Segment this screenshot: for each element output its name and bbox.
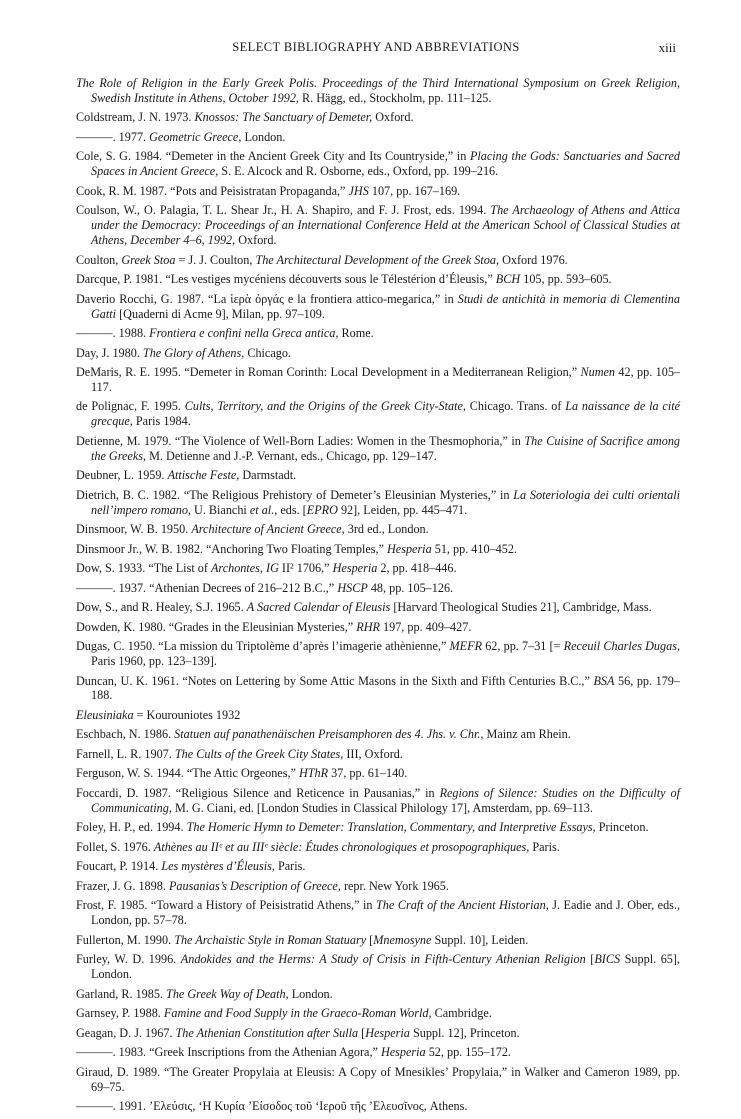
bibliography-entry xyxy=(76,600,680,615)
bibliography-entry xyxy=(76,203,680,248)
entry-text: Rome. xyxy=(338,326,374,341)
entry-title-text: Famine and Food Supply in the Graeco-Roman World, xyxy=(163,1006,432,1021)
entry-text: Darmstadt. xyxy=(239,468,297,483)
bibliography-entry xyxy=(76,859,680,874)
entry-text: Dietrich, B. C. 1982. “The Religious Prehistory of Demeter’s Eleusinian Mysteries,” in xyxy=(76,487,514,502)
bibliography-entry xyxy=(76,522,680,537)
entry-title-text: The Architectural Development of the Greek Stoa, xyxy=(255,252,500,267)
bibliography-entry xyxy=(76,708,680,723)
bibliography-entry xyxy=(76,1099,680,1114)
entry-title-text: Archontes, IG xyxy=(210,561,279,576)
entry-text: M. Detienne and J.-P. Vernant, eds., Chicago, pp. 129–147. xyxy=(146,448,437,463)
entry-text: [Quaderni di Acme 9], Milan, pp. 97–109. xyxy=(116,306,325,321)
entry-title-text: The Homeric Hymn to Demeter: Translation, Commentary, and Interpretive Essays, xyxy=(186,820,596,835)
entry-text: M. G. Ciani, ed. [London Studies in Classical Philology 17], Amsterdam, pp. 69–113. xyxy=(171,800,593,815)
entry-text: Dugas, C. 1950. “La mission du Triptolème d’après l’imagerie athènienne,” xyxy=(76,639,450,654)
entry-text: Fullerton, M. 1990. xyxy=(76,932,175,947)
bibliography-entry xyxy=(76,933,680,948)
entry-text: [ xyxy=(585,952,595,967)
entry-title-text: Numen xyxy=(580,365,616,380)
bibliography-entry xyxy=(76,747,680,762)
entry-text: Follet, S. 1976. xyxy=(76,839,154,854)
entry-text: Foccardi, D. 1987. “Religious Silence and Reticence in Pausanias,” in xyxy=(76,785,440,800)
bibliography-entry xyxy=(76,898,680,928)
entry-title-text: Knossos: The Sanctuary of Demeter, xyxy=(194,110,373,125)
entry-text: 37, pp. 61–140. xyxy=(328,766,408,781)
entry-text: = J. J. Coulton, xyxy=(175,252,256,267)
entry-text: de Polignac, F. 1995. xyxy=(76,399,185,414)
bibliography-entry xyxy=(76,952,680,982)
entry-title-text: Hesperia xyxy=(332,561,378,576)
entry-title-text: Studi de antichità in memoria di Clementina Gatti xyxy=(91,291,680,321)
entry-text: J. Eadie and J. Ober, eds., London, pp. 57–78. xyxy=(91,898,680,928)
bibliography-entry xyxy=(76,130,680,145)
entry-text: Princeton. xyxy=(595,820,649,835)
entry-title-text: Hesperia xyxy=(365,1025,410,1040)
bibliography-entry xyxy=(76,184,680,199)
entry-text: R. Hägg, ed., Stockholm, pp. 111–125. xyxy=(298,90,492,105)
entry-title-text: Architecture of Ancient Greece, xyxy=(191,522,345,537)
bibliography-entry xyxy=(76,110,680,125)
entry-title-text: The Glory of Athens, xyxy=(142,345,245,360)
entry-title-text: BSA xyxy=(593,673,615,688)
entry-text: Mainz am Rhein. xyxy=(483,727,571,742)
entry-text: Chicago. Trans. of xyxy=(465,399,566,414)
entry-text: Coulson, W., O. Palagia, T. L. Shear Jr., H. A. Shapiro, and F. J. Frost, eds. 1994. xyxy=(76,203,491,218)
entry-text: Furley, W. D. 1996. xyxy=(76,952,181,967)
entry-text: Cook, R. M. 1987. “Pots and Peisistratan Propaganda,” xyxy=(76,183,349,198)
entry-text: ———. 1991. ’Ελεύσις, ‘Η Κυρία ’Είσοδος τοῦ ‘Ιεροῦ τῆς ’Ελευσῖνος, Athens. xyxy=(76,1099,468,1114)
entry-text: ———. 1983. “Greek Inscriptions from the Athenian Agora,” xyxy=(76,1045,381,1060)
entry-text: Garland, R. 1985. xyxy=(76,986,167,1001)
entry-text: Daverio Rocchi, G. 1987. “La ἱερὰ ὀργάς e la frontiera attico-megarica,” in xyxy=(76,291,458,306)
entry-text: 107, pp. 167–169. xyxy=(368,183,461,198)
entry-text: Deubner, L. 1959. xyxy=(76,468,168,483)
entry-title-text: JHS xyxy=(348,183,369,198)
entry-text: Oxford. xyxy=(235,233,277,248)
entry-text: London. xyxy=(288,986,333,1001)
bibliography-entry xyxy=(76,346,680,361)
entry-title-text: et al., xyxy=(249,502,278,517)
entry-text: Darcque, P. 1981. “Les vestiges mycéniens découverts sous le Télestérion d’Éleusis,” xyxy=(76,272,496,287)
entry-text: Farnell, L. R. 1907. xyxy=(76,746,175,761)
entry-text: Foucart, P. 1914. xyxy=(76,859,162,874)
bibliography-entry xyxy=(76,365,680,395)
bibliography-entry xyxy=(76,1006,680,1021)
entry-text: Frazer, J. G. 1898. xyxy=(76,878,169,893)
entry-title-text: Hesperia xyxy=(380,1045,426,1060)
entry-title-text: EPRO xyxy=(306,502,338,517)
entry-text: Dinsmoor Jr., W. B. 1982. “Anchoring Two Floating Temples,” xyxy=(76,541,387,556)
entry-text: Detienne, M. 1979. “The Violence of Well-Born Ladies: Women in the Thesmophoria,” in xyxy=(76,433,525,448)
entry-text: S. E. Alcock and R. Osborne, eds., Oxford, pp. 199–216. xyxy=(218,164,499,179)
entry-text: Cole, S. G. 1984. “Demeter in the Ancient Greek City and Its Countryside,” in xyxy=(76,149,470,164)
entry-title-text: Cults, Territory, and the Origins of the Greek City-State, xyxy=(184,399,466,414)
entry-text: [ xyxy=(366,932,374,947)
entry-text: 51, pp. 410–452. xyxy=(431,541,517,556)
entry-text: Coldstream, J. N. 1973. xyxy=(76,110,195,125)
bibliography-entry xyxy=(76,879,680,894)
entry-text: repr. New York 1965. xyxy=(340,878,449,893)
bibliography-entry xyxy=(76,488,680,518)
entry-text: = Kourouniotes 1932 xyxy=(133,707,241,722)
entry-title-text: Athènes au IIᵉ et au IIIᵉ siècle: Études chronologiques et prosopographiques, xyxy=(153,839,530,854)
entry-title-text: MEFR xyxy=(449,639,483,654)
bibliography-entry xyxy=(76,1065,680,1095)
entry-text: Paris 1960, pp. 123–139]. xyxy=(91,654,217,669)
entry-text: Dow, S., and R. Healey, S.J. 1965. xyxy=(76,600,247,615)
bibliography-entry xyxy=(76,766,680,781)
entry-text: ———. 1977. xyxy=(76,129,150,144)
bibliography-entry xyxy=(76,76,680,106)
entry-text: III, Oxford. xyxy=(343,746,403,761)
entry-title-text: Regions of Silence: Studies on the Difficulty of Communicating, xyxy=(91,785,681,815)
entry-text: ———. 1937. “Athenian Decrees of 216–212 B.C.,” xyxy=(76,580,338,595)
entry-text: 42, pp. 105–117. xyxy=(91,365,681,394)
entry-title-text: The Craft of the Ancient Historian, xyxy=(376,898,549,913)
entry-text: Duncan, U. K. 1961. “Notes on Lettering by Some Attic Masons in the Sixth and Fifth Centuries B.C.,” xyxy=(76,673,594,688)
entry-title-text: Receuil Charles Dugas, xyxy=(563,639,680,654)
entry-title-text: Mnemosyne xyxy=(373,932,432,947)
entry-title-text: Pausanias’s Description of Greece, xyxy=(168,878,341,893)
entry-title-text: BCH xyxy=(495,272,521,287)
page-header xyxy=(76,40,676,56)
entry-text: Paris 1984. xyxy=(132,414,191,429)
entry-title-text: The Archaistic Style in Roman Statuary xyxy=(174,932,367,947)
page-number: xiii xyxy=(658,40,676,55)
entry-text: U. Bianchi xyxy=(190,502,250,517)
entry-text: DeMaris, R. E. 1995. “Demeter in Roman Corinth: Local Development in a Mediterranean Religion,” xyxy=(76,365,581,380)
entry-title-text: Hesperia xyxy=(386,541,432,556)
entry-title-text: Placing the Gods: Sanctuaries and Sacred Spaces in Ancient Greece, xyxy=(91,149,680,179)
entry-text: ———. 1988. xyxy=(76,326,150,341)
entry-title-text: Statuen auf panathenäischen Preisamphoren des 4. Jhs. v. Chr., xyxy=(174,727,484,742)
bibliography-entry xyxy=(76,727,680,742)
entry-title-text: La naissance de la cité grecque, xyxy=(91,399,680,429)
entry-title-text: Attische Feste, xyxy=(167,468,240,483)
entry-title-text: The Cults of the Greek City States, xyxy=(174,746,344,761)
bibliography-entry xyxy=(76,468,680,483)
entry-text: Giraud, D. 1989. “The Greater Propylaia at Eleusis: A Copy of Mnesikles’ Propylaia,” in Walker and Cameron 1989, pp. 69–75. xyxy=(76,1064,680,1094)
bibliography-entry xyxy=(76,639,680,669)
entry-text: 92], Leiden, pp. 445–471. xyxy=(337,502,468,517)
running-head: SELECT BIBLIOGRAPHY AND ABBREVIATIONS xyxy=(232,40,520,54)
entry-text: II² 1706,” xyxy=(278,561,333,576)
bibliography-entry xyxy=(76,292,680,322)
bibliography-entry xyxy=(76,542,680,557)
entry-text: Foley, H. P., ed. 1994. xyxy=(76,820,187,835)
entry-text: Geagan, D. J. 1967. xyxy=(76,1025,176,1040)
entry-text: Suppl. 12], Princeton. xyxy=(409,1025,520,1040)
entry-title-text: BICS xyxy=(594,952,621,967)
entry-text: Dow, S. 1933. “The List of xyxy=(76,561,211,576)
entry-text: London. xyxy=(241,129,286,144)
entry-text: Chicago. xyxy=(244,345,291,360)
entry-text: 62, pp. 7–31 [= xyxy=(482,639,564,654)
bibliography-entry xyxy=(76,434,680,464)
bibliography-entry xyxy=(76,149,680,179)
entry-title-text: The Greek Way of Death, xyxy=(166,986,289,1001)
entry-text: Oxford 1976. xyxy=(499,252,568,267)
bibliography-entry xyxy=(76,253,680,268)
entry-text: 56, pp. 179–188. xyxy=(91,673,680,703)
entry-title-text: HThR xyxy=(298,766,329,781)
bibliography-entry xyxy=(76,674,680,704)
bibliography-entry xyxy=(76,399,680,429)
entry-text: [Harvard Theological Studies 21], Cambridge, Mass. xyxy=(390,600,652,615)
bibliography-entry xyxy=(76,561,680,576)
entry-text: Oxford. xyxy=(372,110,414,125)
entry-title-text: A Sacred Calendar of Eleusis xyxy=(246,600,391,615)
bibliography-entry xyxy=(76,786,680,816)
bibliography-entry xyxy=(76,620,680,635)
bibliography-entry xyxy=(76,326,680,341)
entry-text: Frost, F. 1985. “Toward a History of Peisistratid Athens,” in xyxy=(76,898,377,913)
entry-text: Eschbach, N. 1986. xyxy=(76,727,175,742)
entry-title-text: Eleusiniaka xyxy=(76,707,134,722)
bibliography-entry xyxy=(76,840,680,855)
entry-text: 3rd ed., London. xyxy=(344,522,429,537)
entry-text: Suppl. 10], Leiden. xyxy=(431,932,529,947)
entry-title-text: Les mystères d’Éleusis, xyxy=(161,859,275,874)
entry-title-text: Andokides and the Herms: A Study of Crisis in Fifth-Century Athenian Religion xyxy=(180,952,586,967)
entry-text: 2, pp. 418–446. xyxy=(377,561,457,576)
bibliography-entry xyxy=(76,272,680,287)
bibliography-entry xyxy=(76,987,680,1002)
entry-title-text: HSCP xyxy=(337,580,368,595)
entry-title-text: The Role of Religion in the Early Greek Polis. Proceedings of the Third International Symposium on Greek Religion, Swedish Institute in Athens, October 1992, xyxy=(76,76,680,105)
entry-text: [ xyxy=(358,1025,366,1040)
entry-text: 105, pp. 593–605. xyxy=(520,272,612,287)
entry-title-text: La Soteriologia dei culti orientali nell’impero romano, xyxy=(91,487,680,517)
entry-title-text: RHR xyxy=(356,619,380,634)
entry-text: Suppl. 65], London. xyxy=(91,952,680,982)
bibliography-list xyxy=(76,76,680,1119)
entry-text: Coulton, xyxy=(76,252,122,267)
entry-title-text: Frontiera e confini nella Greca antica, xyxy=(149,326,339,341)
entry-text: 52, pp. 155–172. xyxy=(425,1045,511,1060)
bibliography-entry xyxy=(76,1026,680,1041)
bibliography-entry xyxy=(76,1045,680,1060)
entry-title-text: Geometric Greece, xyxy=(149,129,242,144)
entry-title-text: The Athenian Constitution after Sulla xyxy=(175,1025,359,1040)
entry-text: 197, pp. 409–427. xyxy=(379,619,472,634)
entry-text: Paris. xyxy=(529,839,560,854)
bibliography-entry xyxy=(76,820,680,835)
entry-text: Cambridge. xyxy=(431,1006,492,1021)
entry-title-text: The Cuisine of Sacrifice among the Greeks, xyxy=(91,433,681,463)
entry-text: Day, J. 1980. xyxy=(76,345,143,360)
entry-text: Dowden, K. 1980. “Grades in the Eleusinian Mysteries,” xyxy=(76,619,357,634)
bibliography-entry xyxy=(76,581,680,596)
entry-title-text: Greek Stoa xyxy=(121,252,176,267)
entry-text: eds. [ xyxy=(277,502,307,517)
entry-text: Paris. xyxy=(274,859,306,874)
entry-text: Ferguson, W. S. 1944. “The Attic Orgeones,” xyxy=(76,766,299,781)
entry-text: 48, pp. 105–126. xyxy=(367,580,454,595)
entry-title-text: The Archaeology of Athens and Attica under the Democracy: Proceedings of an International Conference Held at the American School of Classical Studies at Athens, December 4–6, 1992, xyxy=(91,203,680,248)
entry-text: Garnsey, P. 1988. xyxy=(76,1006,164,1021)
entry-text: Dinsmoor, W. B. 1950. xyxy=(76,522,192,537)
